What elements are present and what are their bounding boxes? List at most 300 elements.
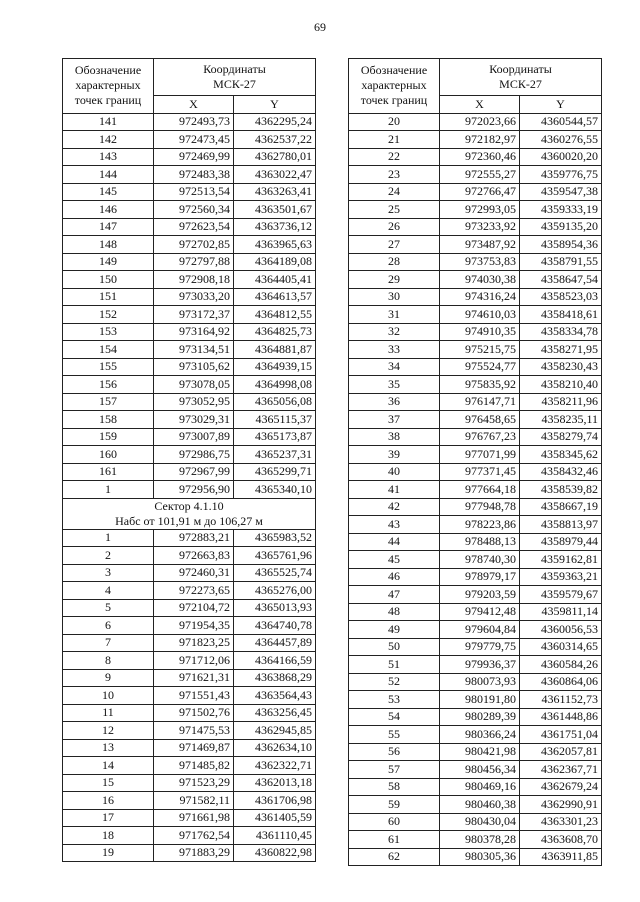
x-coordinate-cell: 976147,71 <box>440 393 520 411</box>
table-row <box>349 568 602 586</box>
table-row <box>63 481 316 499</box>
table-row <box>349 166 602 184</box>
y-coordinate-cell: 4358647,54 <box>520 271 602 289</box>
coordinates-header: Координаты МСК-27 <box>440 59 602 96</box>
x-coordinate-cell: 980469,16 <box>440 778 520 796</box>
y-coordinate-cell: 4361110,45 <box>234 827 316 845</box>
x-coordinate-cell: 977371,45 <box>440 463 520 481</box>
point-number-cell: 145 <box>63 183 154 201</box>
point-number-cell: 142 <box>63 131 154 149</box>
table-row <box>63 271 316 289</box>
y-coordinate-cell: 4364881,87 <box>234 341 316 359</box>
y-coordinate-cell: 4358667,19 <box>520 498 602 516</box>
x-coordinate-cell: 972360,46 <box>440 148 520 166</box>
y-coordinate-cell: 4365237,31 <box>234 446 316 464</box>
x-coordinate-cell: 979604,84 <box>440 621 520 639</box>
x-coordinate-cell: 972469,99 <box>154 148 234 166</box>
point-number-cell: 37 <box>349 411 440 429</box>
table-row <box>63 411 316 429</box>
x-coordinate-cell: 973753,83 <box>440 253 520 271</box>
x-coordinate-cell: 972555,27 <box>440 166 520 184</box>
table-row <box>63 792 316 810</box>
x-coordinate-cell: 971582,11 <box>154 792 234 810</box>
x-coordinate-cell: 978223,86 <box>440 516 520 534</box>
x-coordinate-cell: 974610,03 <box>440 306 520 324</box>
point-number-cell: 35 <box>349 376 440 394</box>
y-coordinate-cell: 4365013,93 <box>234 599 316 617</box>
x-coordinate-cell: 977071,99 <box>440 446 520 464</box>
point-number-cell: 44 <box>349 533 440 551</box>
point-number-cell: 158 <box>63 411 154 429</box>
table-row <box>349 481 602 499</box>
y-coordinate-cell: 4363301,23 <box>520 813 602 831</box>
point-number-cell: 54 <box>349 708 440 726</box>
y-coordinate-cell: 4358791,55 <box>520 253 602 271</box>
table-row <box>63 306 316 324</box>
table-row <box>349 586 602 604</box>
y-coordinate-cell: 4362537,22 <box>234 131 316 149</box>
y-coordinate-cell: 4363965,63 <box>234 236 316 254</box>
point-number-cell: 1 <box>63 481 154 499</box>
x-coordinate-cell: 972460,31 <box>154 564 234 582</box>
y-coordinate-cell: 4358523,03 <box>520 288 602 306</box>
table-row <box>63 652 316 670</box>
y-coordinate-cell: 4365056,08 <box>234 393 316 411</box>
point-number-cell: 6 <box>63 617 154 635</box>
table-row <box>63 582 316 600</box>
point-number-cell: 18 <box>63 827 154 845</box>
table-row <box>349 673 602 691</box>
table-row <box>349 831 602 849</box>
y-coordinate-cell: 4361751,04 <box>520 726 602 744</box>
x-coordinate-cell: 971469,87 <box>154 739 234 757</box>
point-number-cell: 34 <box>349 358 440 376</box>
x-coordinate-cell: 973033,20 <box>154 288 234 306</box>
x-coordinate-cell: 971502,76 <box>154 704 234 722</box>
x-coordinate-cell: 973105,62 <box>154 358 234 376</box>
page-number: 69 <box>314 20 326 34</box>
y-coordinate-cell: 4362322,71 <box>234 757 316 775</box>
point-number-cell: 22 <box>349 148 440 166</box>
x-coordinate-cell: 980378,28 <box>440 831 520 849</box>
point-number-cell: 27 <box>349 236 440 254</box>
y-coordinate-cell: 4358345,62 <box>520 446 602 464</box>
table-row <box>349 848 602 866</box>
table-row <box>349 516 602 534</box>
table-row <box>63 393 316 411</box>
y-coordinate-cell: 4358279,74 <box>520 428 602 446</box>
point-number-cell: 9 <box>63 669 154 687</box>
y-coordinate-cell: 4361706,98 <box>234 792 316 810</box>
y-coordinate-cell: 4358813,97 <box>520 516 602 534</box>
point-number-cell: 8 <box>63 652 154 670</box>
table-row <box>349 376 602 394</box>
x-coordinate-cell: 974910,35 <box>440 323 520 341</box>
y-coordinate-cell: 4364457,89 <box>234 634 316 652</box>
x-coordinate-cell: 976458,65 <box>440 411 520 429</box>
y-coordinate-cell: 4365761,96 <box>234 547 316 565</box>
x-coordinate-cell: 973487,92 <box>440 236 520 254</box>
table-row <box>63 183 316 201</box>
table-row <box>63 253 316 271</box>
table-row <box>63 148 316 166</box>
point-number-cell: 25 <box>349 201 440 219</box>
y-column-header: Y <box>520 96 602 114</box>
x-coordinate-cell: 972702,85 <box>154 236 234 254</box>
point-number-cell: 59 <box>349 796 440 814</box>
point-number-cell: 47 <box>349 586 440 604</box>
table-row <box>349 393 602 411</box>
y-coordinate-cell: 4361448,86 <box>520 708 602 726</box>
y-coordinate-cell: 4363736,12 <box>234 218 316 236</box>
table-row <box>349 621 602 639</box>
table-row <box>63 809 316 827</box>
x-coordinate-cell: 975215,75 <box>440 341 520 359</box>
y-coordinate-cell: 4359135,20 <box>520 218 602 236</box>
coordinates-table-right <box>348 58 602 866</box>
point-number-cell: 149 <box>63 253 154 271</box>
table-row <box>349 236 602 254</box>
table-row <box>63 288 316 306</box>
point-number-cell: 150 <box>63 271 154 289</box>
table-row <box>63 564 316 582</box>
point-number-cell: 50 <box>349 638 440 656</box>
x-coordinate-cell: 971823,25 <box>154 634 234 652</box>
x-coordinate-cell: 973172,37 <box>154 306 234 324</box>
x-coordinate-cell: 972104,72 <box>154 599 234 617</box>
point-number-cell: 14 <box>63 757 154 775</box>
point-number-cell: 40 <box>349 463 440 481</box>
x-coordinate-cell: 974030,38 <box>440 271 520 289</box>
point-number-cell: 21 <box>349 131 440 149</box>
x-coordinate-cell: 971762,54 <box>154 827 234 845</box>
x-coordinate-cell: 971954,35 <box>154 617 234 635</box>
x-coordinate-cell: 973164,92 <box>154 323 234 341</box>
point-number-cell: 19 <box>63 844 154 862</box>
x-coordinate-cell: 972273,65 <box>154 582 234 600</box>
point-number-cell: 33 <box>349 341 440 359</box>
x-coordinate-cell: 973078,05 <box>154 376 234 394</box>
y-coordinate-cell: 4365299,71 <box>234 463 316 481</box>
y-coordinate-cell: 4362945,85 <box>234 722 316 740</box>
point-number-cell: 161 <box>63 463 154 481</box>
x-coordinate-cell: 979412,48 <box>440 603 520 621</box>
point-number-cell: 143 <box>63 148 154 166</box>
y-coordinate-cell: 4359776,75 <box>520 166 602 184</box>
point-number-cell: 46 <box>349 568 440 586</box>
x-coordinate-cell: 980305,36 <box>440 848 520 866</box>
x-coordinate-cell: 972993,05 <box>440 201 520 219</box>
point-number-cell: 11 <box>63 704 154 722</box>
point-number-cell: 38 <box>349 428 440 446</box>
y-coordinate-cell: 4360056,53 <box>520 621 602 639</box>
table-row <box>349 761 602 779</box>
table-row <box>63 131 316 149</box>
point-number-cell: 51 <box>349 656 440 674</box>
table-row <box>349 306 602 324</box>
table-row <box>349 253 602 271</box>
point-number-cell: 39 <box>349 446 440 464</box>
y-coordinate-cell: 4365983,52 <box>234 529 316 547</box>
y-coordinate-cell: 4358418,61 <box>520 306 602 324</box>
y-coordinate-cell: 4364613,57 <box>234 288 316 306</box>
x-coordinate-cell: 972560,34 <box>154 201 234 219</box>
y-coordinate-cell: 4358954,36 <box>520 236 602 254</box>
point-number-cell: 36 <box>349 393 440 411</box>
y-coordinate-cell: 4358432,46 <box>520 463 602 481</box>
x-coordinate-cell: 973052,95 <box>154 393 234 411</box>
y-coordinate-cell: 4364405,41 <box>234 271 316 289</box>
y-coordinate-cell: 4362057,81 <box>520 743 602 761</box>
table-row <box>63 463 316 481</box>
point-number-cell: 57 <box>349 761 440 779</box>
table-row <box>349 726 602 744</box>
y-coordinate-cell: 4359162,81 <box>520 551 602 569</box>
table-row <box>349 743 602 761</box>
x-coordinate-cell: 973134,51 <box>154 341 234 359</box>
x-coordinate-cell: 979779,75 <box>440 638 520 656</box>
x-coordinate-cell: 971551,43 <box>154 687 234 705</box>
y-coordinate-cell: 4362679,24 <box>520 778 602 796</box>
x-coordinate-cell: 971485,82 <box>154 757 234 775</box>
x-coordinate-cell: 977948,78 <box>440 498 520 516</box>
table-row <box>63 687 316 705</box>
x-coordinate-cell: 972986,75 <box>154 446 234 464</box>
y-coordinate-cell: 4365340,10 <box>234 481 316 499</box>
x-coordinate-cell: 972797,88 <box>154 253 234 271</box>
table-row <box>63 166 316 184</box>
x-coordinate-cell: 973029,31 <box>154 411 234 429</box>
y-coordinate-cell: 4364812,55 <box>234 306 316 324</box>
x-coordinate-cell: 975835,92 <box>440 376 520 394</box>
table-row <box>349 796 602 814</box>
x-coordinate-cell: 972483,38 <box>154 166 234 184</box>
point-number-cell: 10 <box>63 687 154 705</box>
x-coordinate-cell: 972908,18 <box>154 271 234 289</box>
y-coordinate-cell: 4359811,14 <box>520 603 602 621</box>
x-coordinate-cell: 980460,38 <box>440 796 520 814</box>
point-number-cell: 20 <box>349 113 440 131</box>
point-number-cell: 155 <box>63 358 154 376</box>
x-coordinate-cell: 971883,29 <box>154 844 234 862</box>
point-number-cell: 52 <box>349 673 440 691</box>
point-number-cell: 55 <box>349 726 440 744</box>
point-number-cell: 42 <box>349 498 440 516</box>
table-row <box>349 603 602 621</box>
x-coordinate-cell: 974316,24 <box>440 288 520 306</box>
point-number-cell: 45 <box>349 551 440 569</box>
y-coordinate-cell: 4363608,70 <box>520 831 602 849</box>
point-number-cell: 147 <box>63 218 154 236</box>
x-coordinate-cell: 979936,37 <box>440 656 520 674</box>
point-number-cell: 49 <box>349 621 440 639</box>
x-coordinate-cell: 972623,54 <box>154 218 234 236</box>
point-number-cell: 32 <box>349 323 440 341</box>
x-coordinate-cell: 978488,13 <box>440 533 520 551</box>
point-number-cell: 15 <box>63 774 154 792</box>
table-row <box>349 148 602 166</box>
table-row <box>63 617 316 635</box>
table-row <box>349 323 602 341</box>
y-coordinate-cell: 4365276,00 <box>234 582 316 600</box>
y-coordinate-cell: 4363564,43 <box>234 687 316 705</box>
x-coordinate-cell: 980430,04 <box>440 813 520 831</box>
table-row <box>63 547 316 565</box>
point-number-cell: 17 <box>63 809 154 827</box>
table-row <box>63 341 316 359</box>
y-coordinate-cell: 4361405,59 <box>234 809 316 827</box>
y-coordinate-cell: 4360020,20 <box>520 148 602 166</box>
point-number-cell: 23 <box>349 166 440 184</box>
point-number-cell: 62 <box>349 848 440 866</box>
point-number-cell: 5 <box>63 599 154 617</box>
table-row <box>349 428 602 446</box>
x-coordinate-cell: 973007,89 <box>154 428 234 446</box>
y-coordinate-cell: 4362295,24 <box>234 113 316 131</box>
x-column-header: X <box>440 96 520 114</box>
point-number-cell: 148 <box>63 236 154 254</box>
table-row <box>63 827 316 845</box>
y-coordinate-cell: 4358271,95 <box>520 341 602 359</box>
y-coordinate-cell: 4360822,98 <box>234 844 316 862</box>
y-coordinate-cell: 4360314,65 <box>520 638 602 656</box>
y-coordinate-cell: 4365115,37 <box>234 411 316 429</box>
coordinates-table-left <box>62 58 316 862</box>
table-row <box>63 323 316 341</box>
x-column-header: X <box>154 96 234 114</box>
table-row <box>349 638 602 656</box>
point-number-cell: 7 <box>63 634 154 652</box>
x-coordinate-cell: 978979,17 <box>440 568 520 586</box>
y-coordinate-cell: 4363256,45 <box>234 704 316 722</box>
y-coordinate-cell: 4365525,74 <box>234 564 316 582</box>
table-row <box>349 551 602 569</box>
point-number-cell: 152 <box>63 306 154 324</box>
point-number-cell: 26 <box>349 218 440 236</box>
point-number-cell: 29 <box>349 271 440 289</box>
y-coordinate-cell: 4359333,19 <box>520 201 602 219</box>
x-coordinate-cell: 972766,47 <box>440 183 520 201</box>
x-coordinate-cell: 972473,45 <box>154 131 234 149</box>
table-row <box>63 428 316 446</box>
x-coordinate-cell: 972513,54 <box>154 183 234 201</box>
point-number-cell: 31 <box>349 306 440 324</box>
y-coordinate-cell: 4365173,87 <box>234 428 316 446</box>
x-coordinate-cell: 971621,31 <box>154 669 234 687</box>
y-coordinate-cell: 4363911,85 <box>520 848 602 866</box>
x-coordinate-cell: 972956,90 <box>154 481 234 499</box>
y-coordinate-cell: 4360276,55 <box>520 131 602 149</box>
x-coordinate-cell: 978740,30 <box>440 551 520 569</box>
x-coordinate-cell: 971661,98 <box>154 809 234 827</box>
y-coordinate-cell: 4358210,40 <box>520 376 602 394</box>
point-number-cell: 3 <box>63 564 154 582</box>
y-column-header: Y <box>234 96 316 114</box>
point-number-cell: 56 <box>349 743 440 761</box>
table-row <box>63 722 316 740</box>
y-coordinate-cell: 4363501,67 <box>234 201 316 219</box>
x-coordinate-cell: 973233,92 <box>440 218 520 236</box>
x-coordinate-cell: 980456,34 <box>440 761 520 779</box>
x-coordinate-cell: 971712,06 <box>154 652 234 670</box>
point-number-cell: 43 <box>349 516 440 534</box>
table-row <box>63 446 316 464</box>
point-number-cell: 2 <box>63 547 154 565</box>
table-row <box>349 656 602 674</box>
point-number-cell: 41 <box>349 481 440 499</box>
point-number-cell: 61 <box>349 831 440 849</box>
table-row <box>349 131 602 149</box>
point-number-cell: 12 <box>63 722 154 740</box>
table-row <box>349 708 602 726</box>
x-coordinate-cell: 972883,21 <box>154 529 234 547</box>
x-coordinate-cell: 972967,99 <box>154 463 234 481</box>
table-row <box>63 669 316 687</box>
point-number-cell: 146 <box>63 201 154 219</box>
y-coordinate-cell: 4359363,21 <box>520 568 602 586</box>
y-coordinate-cell: 4358979,44 <box>520 533 602 551</box>
x-coordinate-cell: 980191,80 <box>440 691 520 709</box>
x-coordinate-cell: 980289,39 <box>440 708 520 726</box>
y-coordinate-cell: 4364740,78 <box>234 617 316 635</box>
table-row <box>349 411 602 429</box>
y-coordinate-cell: 4358235,11 <box>520 411 602 429</box>
table-row <box>63 218 316 236</box>
y-coordinate-cell: 4358211,96 <box>520 393 602 411</box>
table-row <box>349 446 602 464</box>
point-number-cell: 154 <box>63 341 154 359</box>
table-row <box>63 376 316 394</box>
point-number-cell: 13 <box>63 739 154 757</box>
y-coordinate-cell: 4364998,08 <box>234 376 316 394</box>
point-number-cell: 141 <box>63 113 154 131</box>
point-number-cell: 53 <box>349 691 440 709</box>
x-coordinate-cell: 976767,23 <box>440 428 520 446</box>
table-row <box>63 774 316 792</box>
y-coordinate-cell: 4362013,18 <box>234 774 316 792</box>
y-coordinate-cell: 4362990,91 <box>520 796 602 814</box>
x-coordinate-cell: 972182,97 <box>440 131 520 149</box>
table-row <box>349 183 602 201</box>
y-coordinate-cell: 4364189,08 <box>234 253 316 271</box>
point-number-cell: 16 <box>63 792 154 810</box>
x-coordinate-cell: 980366,24 <box>440 726 520 744</box>
table-row <box>63 739 316 757</box>
table-row <box>349 463 602 481</box>
table-row <box>349 691 602 709</box>
table-row <box>63 844 316 862</box>
point-number-cell: 1 <box>63 529 154 547</box>
x-coordinate-cell: 980073,93 <box>440 673 520 691</box>
x-coordinate-cell: 972663,83 <box>154 547 234 565</box>
table-row <box>63 757 316 775</box>
point-number-cell: 58 <box>349 778 440 796</box>
y-coordinate-cell: 4362634,10 <box>234 739 316 757</box>
table-row <box>349 288 602 306</box>
point-number-cell: 156 <box>63 376 154 394</box>
point-number-cell: 28 <box>349 253 440 271</box>
point-number-cell: 48 <box>349 603 440 621</box>
x-coordinate-cell: 972493,73 <box>154 113 234 131</box>
x-coordinate-cell: 975524,77 <box>440 358 520 376</box>
y-coordinate-cell: 4364166,59 <box>234 652 316 670</box>
table-row <box>349 218 602 236</box>
x-coordinate-cell: 971475,53 <box>154 722 234 740</box>
table-row <box>349 778 602 796</box>
table-row <box>349 498 602 516</box>
y-coordinate-cell: 4358334,78 <box>520 323 602 341</box>
y-coordinate-cell: 4363868,29 <box>234 669 316 687</box>
